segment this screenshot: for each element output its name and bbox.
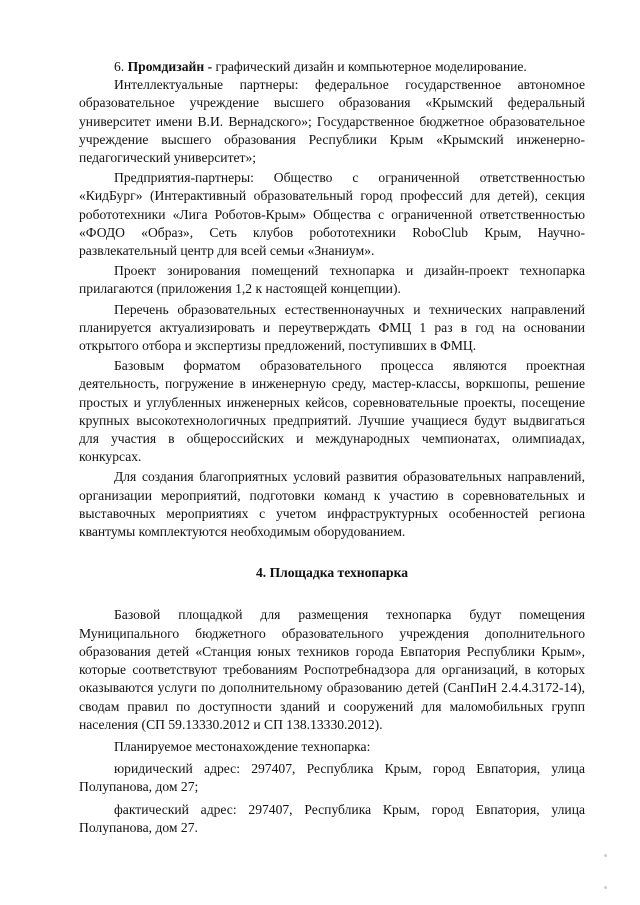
- section-heading: 4. Площадка технопарка: [255, 565, 409, 581]
- paragraph-zoning-project: Проект зонирования помещений технопарка и дизайн-проект технопарка прилагаются (приложения 1,2 к настоящей концепции).: [79, 263, 585, 297]
- item-6-title: Промдизайн -: [127, 59, 213, 74]
- paragraph-directions-list: Перечень образовательных естественнонаучных и технических направлений планируется актуализировать и переутверждать ФМЦ 1 раз в год на основании открытого отбора и экспертизы предложений, поступивших в ФМЦ.: [79, 301, 585, 354]
- item-6: [79, 58, 585, 76]
- paragraph-base-site: Базовой площадкой для размещения технопарка будут помещения Муниципального бюджетного образовательного учреждения дополнительного образования детей «Станция юных техников города Евпатория Республики Крым», которые соответствуют требованиям Роспотребнадзора для организаций, в которых оказываются услуги по дополнительному образованию детей (СанПиН 2.4.4.3172-14), сводам правил по доступности зданий и сооружений для маломобильных групп населения (СП 59.13330.2012 и СП 138.13330.2012).: [79, 607, 585, 732]
- paragraph-location-title: Планируемое местонахождение технопарка:: [114, 738, 371, 754]
- paragraph-enterprise-partners: Предприятия-партнеры: Общество с ограниченной ответственностью «КидБург» (Интерактивный образовательный город профессий для детей), секция робототехники «Лига Роботов-Крым» Общества с ограниченной ответственностью «ФОДО «Образ», Сеть клубов робототехники RoboClub Крым, Научно-развлекательный центр для всей семьи «Знаниум».: [79, 170, 585, 259]
- item-6-number: 6.: [114, 59, 125, 74]
- item-6-text: графический дизайн и компьютерное моделирование.: [215, 59, 527, 74]
- paragraph-actual-address: фактический адрес: 297407, Республика Крым, город Евпатория, улица Полупанова, дом 27.: [79, 801, 585, 835]
- scan-speck: [604, 886, 607, 889]
- paragraph-legal-address: юридический адрес: 297407, Республика Крым, город Евпатория, улица Полупанова, дом 27;: [79, 761, 585, 795]
- paragraph-conditions: Для создания благоприятных условий развития образовательных направлений, организации мероприятий, подготовки команд к участию в соревновательных и выставочных мероприятиях с учетом инфраструктурных особенностей региона квантумы комплектуются необходимым оборудованием.: [79, 469, 585, 540]
- paragraph-base-format: Базовым форматом образовательного процесса являются проектная деятельность, погружение в инженерную среду, мастер-классы, воркшопы, решение простых и углубленных инженерных кейсов, соревновательные проекты, посещение крупных высокотехнологичных предприятий. Лучшие учащиеся будут выдвигаться для участия в общероссийских и международных чемпионатах, олимпиадах, конкурсах.: [79, 358, 585, 465]
- paragraph-intellectual-partners: Интеллектуальные партнеры: федеральное государственное автономное образовательное учреждение высшего образования «Крымский федеральный университет имени В.И. Вернадского»; Государственное бюджетное образовательное учреждение высшего образования Республики Крым «Крымский инженерно-педагогический университет»;: [79, 77, 585, 166]
- scan-speck: [604, 854, 607, 857]
